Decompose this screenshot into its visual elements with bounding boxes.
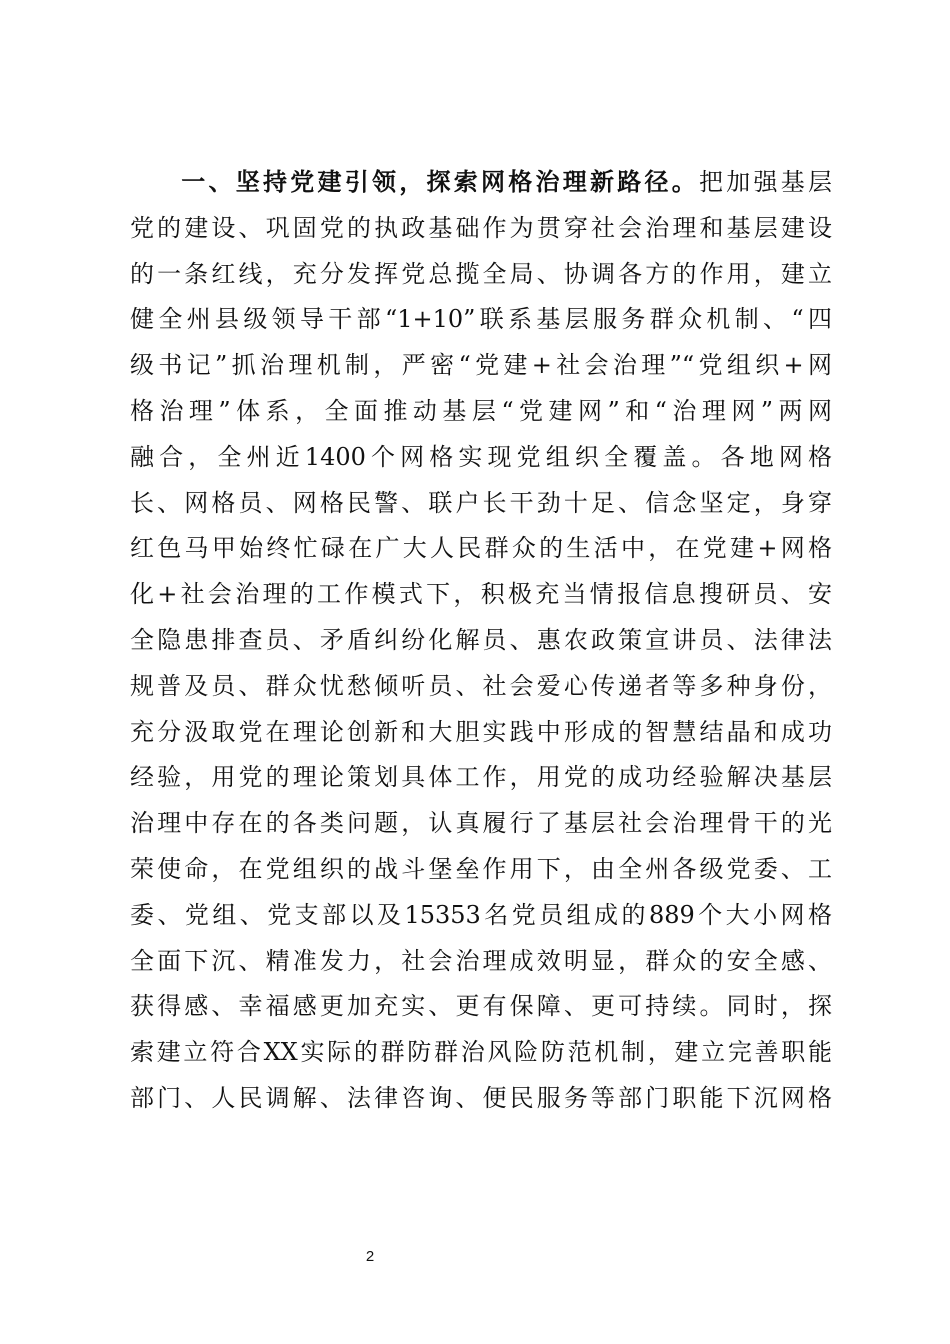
section-heading: 一、坚持党建引领，探索网格治理新路径。 <box>178 168 699 196</box>
paragraph-line: 红色马甲始终忙碌在广大人民群众的生活中，在党建+网格 <box>130 534 832 563</box>
paragraph-line: 长、网格员、网格民警、联户长干劲十足、信念坚定，身穿 <box>130 488 832 517</box>
paragraph-line: 委、党组、党支部以及15353名党员组成的889个大小网格 <box>130 900 832 929</box>
page-number: 2 <box>365 1248 375 1265</box>
paragraph-line-first <box>130 160 832 206</box>
paragraph-line: 充分汲取党在理论创新和大胆实践中形成的智慧结晶和成功 <box>130 717 832 746</box>
paragraph-line: 治理中存在的各类问题，认真履行了基层社会治理骨干的光 <box>130 809 832 838</box>
paragraph-line: 格治理”体系，全面推动基层“党建网”和“治理网”两网 <box>130 396 832 425</box>
paragraph-line: 荣使命，在党组织的战斗堡垒作用下，由全州各级党委、工 <box>130 854 832 883</box>
paragraph-line: 索建立符合XX实际的群防群治风险防范机制，建立完善职能 <box>130 1038 832 1067</box>
paragraph-line: 健全州县级领导干部“1+10”联系基层服务群众机制、“四 <box>130 305 832 334</box>
paragraph-line: 全面下沉、精准发力，社会治理成效明显，群众的安全感、 <box>130 946 832 975</box>
paragraph-text: 把加强基层 <box>699 168 832 196</box>
paragraph-line: 规普及员、群众忧愁倾听员、社会爱心传递者等多种身份， <box>130 671 832 700</box>
paragraph-line: 经验，用党的理论策划具体工作，用党的成功经验解决基层 <box>130 763 832 792</box>
paragraph-line: 融合，全州近1400个网格实现党组织全覆盖。各地网格 <box>130 442 832 471</box>
paragraph-line: 党的建设、巩固党的执政基础作为贯穿社会治理和基层建设 <box>130 213 832 242</box>
paragraph-line: 级书记”抓治理机制，严密“党建+社会治理”“党组织+网 <box>130 351 832 380</box>
paragraph-line: 获得感、幸福感更加充实、更有保障、更可持续。同时，探 <box>130 992 832 1021</box>
body-paragraph <box>130 160 832 1122</box>
paragraph-line: 化+社会治理的工作模式下，积极充当情报信息搜研员、安 <box>130 580 832 609</box>
paragraph-line: 全隐患排查员、矛盾纠纷化解员、惠农政策宣讲员、法律法 <box>130 625 832 654</box>
paragraph-line: 的一条红线，充分发挥党总揽全局、协调各方的作用，建立 <box>130 259 832 288</box>
paragraph-line: 部门、人民调解、法律咨询、便民服务等部门职能下沉网格 <box>130 1083 832 1112</box>
